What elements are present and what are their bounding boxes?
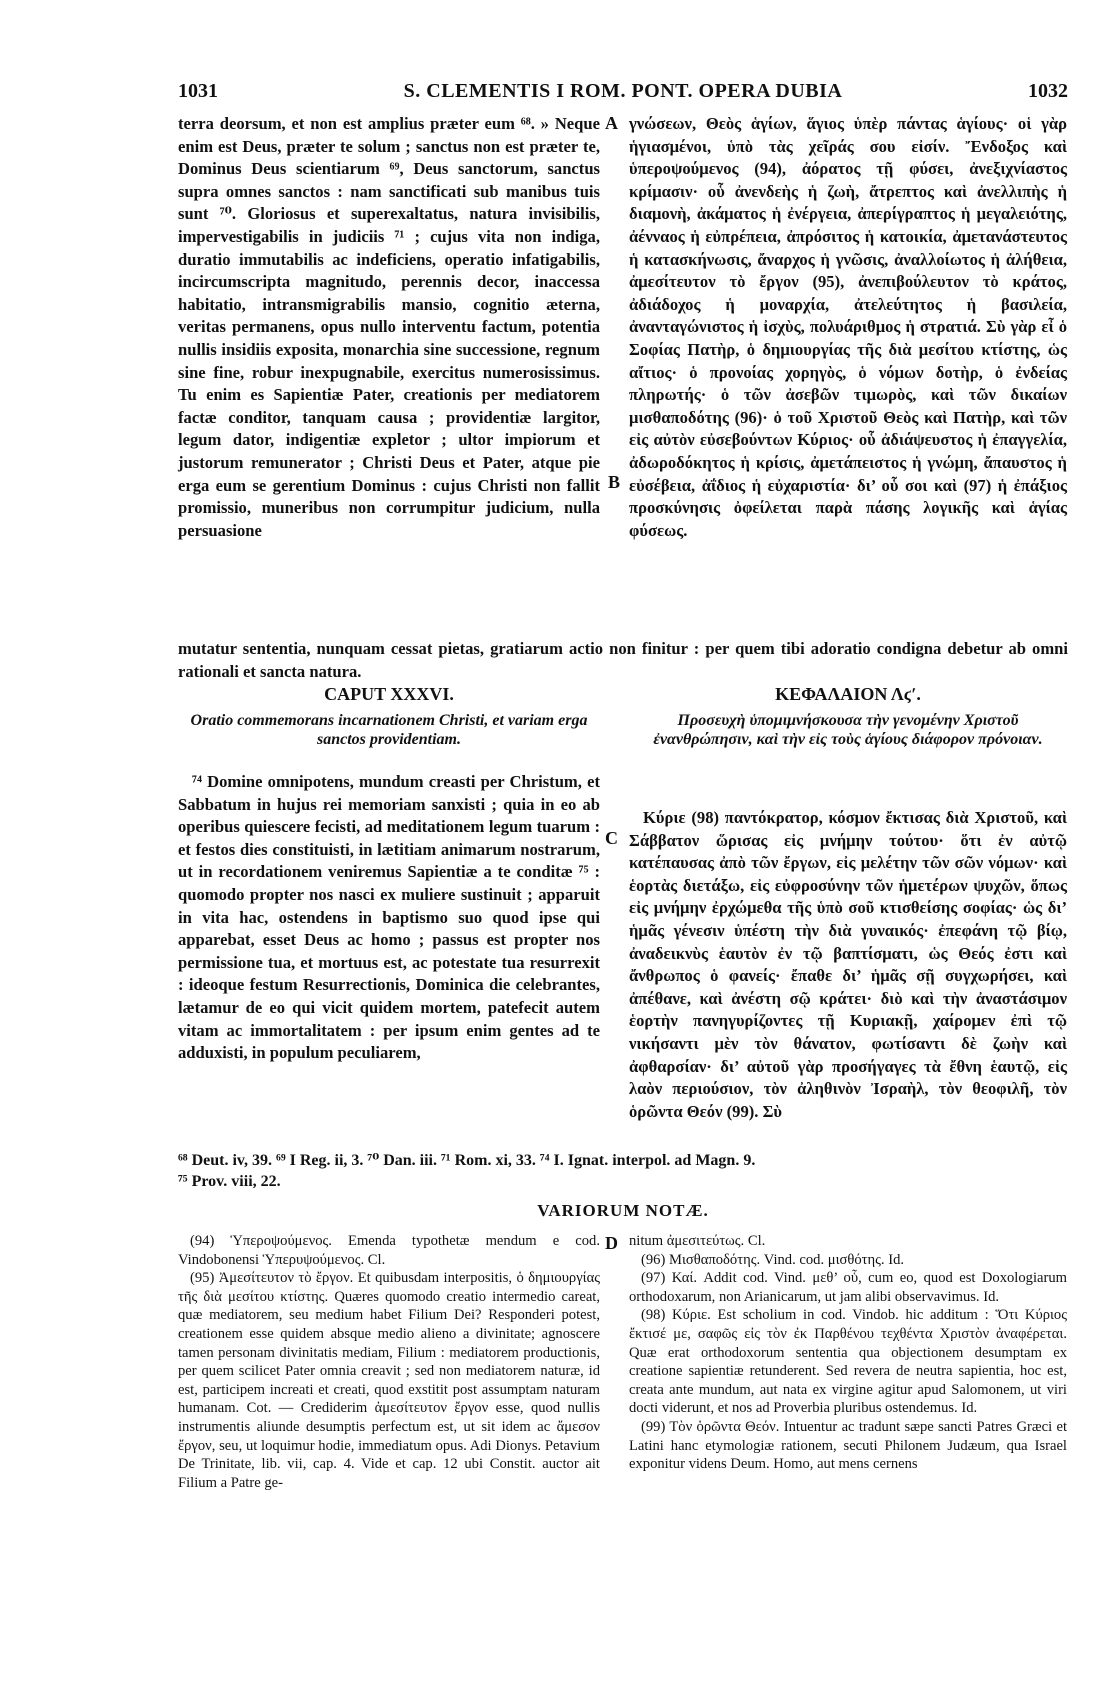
greek-body-text: Κύριε (98) παντόκρατορ, κόσμον ἔκτισας διὰ Χριστοῦ, καὶ Σάββατον ὥρισας εἰς μνήμην τούτου· ὅτι ἐν αὐτῷ κατέπαυσας ἀπὸ τῶν ἔργων, εἰς μελέτην τῶν σῶν νόμων· καὶ ἑορτὰς διετάξω, εἰς εὐφροσύνην τῶν ἡμετέρων ψυχῶν, ὅπως εἰς μνήμην ἐρχώμεθα τῆς ὑπὸ σοῦ κτισθείσης σοφίας· ὡς δι’ ἡμᾶς γένεσιν ὑπέστη τὴν διὰ γυναικός· ἐπεφάνη τῷ βίῳ, ἀναδεικνὺς ἑαυτὸν ἐν τῷ βαπτίσματι, ὡς Θεός ἐστι καὶ ἄνθρωπος ὁ φανείς· ἔπαθε δι’ ἡμᾶς σῇ συγχωρήσει, καὶ ἀπέθανε, καὶ ἀνέστη σῷ κράτει· διὸ καὶ τὴν ἀναστάσιμον ἑορτὴν πανηγυρίζοντες τῇ Κυριακῇ, χαίρομεν ἐπὶ τῷ νικήσαντι μὲν τὸν θάνατον, φωτίσαντι δὲ ζωὴν καὶ ἀφθαρσίαν· δι’ αὐτοῦ γὰρ προσήγαγες τὰ ἔθνη ἑαυτῷ, εἰς λαὸν περιούσιον, τὸν ἀληθινὸν Ἰσραὴλ, τὸν θεοφιλῆ, τὸν ὁρῶντα Θεόν (99). Σὺ [629,808,1067,1121]
running-title: S. CLEMENTIS I ROM. PONT. OPERA DUBIA [403,80,843,102]
margin-letter-a: A [605,113,618,133]
footnote-line: ⁶⁸ Deut. iv, 39. ⁶⁹ I Reg. ii, 3. ⁷⁰ Dan. iii. ⁷¹ Rom. xi, 33. ⁷⁴ I. Ignat. interpol. ad Magn. 9. [178,1152,756,1169]
page-number-left: 1031 [178,80,218,102]
caput-title: CAPUT XXXVI. [324,684,454,704]
greek-prayer-text: γνώσεων, Θεὸς ἁγίων, ἅγιος ὑπὲρ πάντας ἁγίους· οἱ γὰρ ἡγιασμένοι, ὑπὸ τὰς χεῖράς σου εἰσίν. Ἔνδοξος καὶ ὑπεροψούμενος (94), ἀόρατος τῇ φύσει, ἀνεξιχνίαστος κρίμασιν· οὗ ἀνενδεὴς ἡ ζωὴ, ἄτρεπτος καὶ ἀνελλιπὴς ἡ διαμονὴ, ἀκάματος ἡ ἐνέργεια, ἀπερίγραπτος ἡ μεγαλειότης, ἀένναος ἡ εὐπρέπεια, ἀπρόσιτος ἡ κατοικία, ἀμετανάστευτος ἡ κατασκήνωσις, ἄναρχος ἡ γνῶσις, ἀναλλοίωτος ἡ ἀλήθεια, ἀμεσίτευτον τὸ ἔργον (95), ἀνεπιβούλευτον τὸ κράτος, ἀδιάδοχος ἡ μοναρχία, ἀτελεύτητος ἡ βασιλεία, ἀνανταγώνιστος ἡ ἰσχὺς, πολυάριθμος ἡ στρατιά. Σὺ γὰρ εἶ ὁ Σοφίας Πατὴρ, ὁ δημιουργίας τῆς διὰ μεσίτου κτίστης, ὡς αἴτιος· ὁ προνοίας χορηγὸς, ὁ νόμων δοτὴρ, ὁ ἐνδείας πληρωτής· ὁ τῶν ἀσεβῶν τιμωρὸς, καὶ τῶν δικαίων μισθαποδότης (96)· ὁ τοῦ Χριστοῦ Θεὸς καὶ Πατὴρ, καὶ τῶν εἰς αὐτὸν εὐσεβούντων Κύριος· οὗ ἀδιάψευστος ἡ ἐπαγγελία, ἀδωροδόκητος ἡ κρίσις, ἀμετάπειστος ἡ γνώμη, ἄπαυστος ἡ εὐσέβεια, ἀΐδιος ἡ εὐχαριστία· δι’ οὗ σοι καὶ (97) ἡ ἐπάξιος προσκύνησις ὀφείλεται παρὰ πάσης λογικῆς καὶ ἁγίας φύσεως. [629,114,1067,540]
footnote-line: ⁷⁵ Prov. viii, 22. [178,1173,281,1190]
kephalaion-subtitle: Προσευχὴ ὑπομιμνήσκουσα τὴν γενομένην Χριστοῦ ἐνανθρώπησιν, καὶ τὴν εἰς τοὺς ἁγίους διάφορον πρόνοιαν. [653,712,1043,748]
note-entry: (97) Καί. Addit cod. Vind. μεθ’ οὗ, cum eo, quod est Doxologiarum orthodoxarum, non Arianicarum, ut jam alibi observavimus. Id. [629,1270,1067,1305]
greek-column-body [629,807,1067,1123]
caput-greek-heading [629,684,1067,749]
kephalaion-title: ΚΕΦΑΛΑΙΟΝ Λϛʹ. [775,684,921,704]
margin-letter-d: D [605,1233,618,1253]
note-entry: (98) Κύριε. Est scholium in cod. Vindob. hic additum : Ὅτι Κύριος ἔκτισέ με, σαφῶς εἰς τὸν ἐκ Παρθένου τεχθέντα Χριστὸν ἀναφέρεται. Quæ erat orthodoxorum sententia qua objectionem desumptam ex creatione sapientiæ retunderent. Sed revera de neutra sapientia, hoc est, creata ante mundum, aut nata ex virgine agitur apud Salomonem, ut viri docti viderunt, et nos ad Proverbia pluribus ostendemus. Id. [629,1307,1067,1417]
notes-heading: VARIORUM NOTÆ. [537,1201,709,1220]
greek-column-top [629,113,1067,542]
running-header [178,80,1068,106]
notes-column-left [178,1232,600,1492]
latin-column-body [178,771,600,1065]
latin-full-width-text: mutatur sententia, nunquam cessat pietas, gratiarum actio non finitur : per quem tibi adoratio condigna debetur ab omni rationali et sancta natura. [178,639,1068,681]
latin-column-top [178,113,600,542]
margin-letter-b: B [608,472,621,492]
latin-prayer-text: terra deorsum, et non est amplius præter eum ⁶⁸. » Neque enim est Deus, præter te solum ; sanctus non est præter te, Dominus Deus scientiarum ⁶⁹, Deus sanctorum, sanctus supra omnes sanctos : nam sanctificati sub manibus tuis sunt ⁷⁰. Gloriosus et superexaltatus, natura invisibilis, impervestigabilis in judiciis ⁷¹ ; cujus vita non indiga, duratio immutabilis ac indeficiens, operatio infatigabilis, incircumscripta magnitudo, perennis decor, inaccessa habitatio, intransmigrabilis mansio, cognitio æterna, veritas permanens, opus nullo interventu factum, potentia nullis insidiis exposita, monarchia sine successione, regnum sine fine, robur inexpugnabile, exercitus numerosissimus. Tu enim es Sapientiæ Pater, creationis per mediatorem factæ conditor, tanquam causa ; providentiæ largitor, legum dator, indigentiæ expletor ; ultor impiorum et justorum remunerator ; Christi Deus et Pater, atque pie erga eum se gerentium Dominus : cujus Christi non fallit promissio, muneribus non corrumpitur judicium, nulla persuasione [178,114,600,540]
note-entry: (96) Μισθαποδότης. Vind. cod. μισθότης. Id. [641,1251,905,1268]
note-entry: (95) Ἀμεσίτευτον τὸ ἔργον. Et quibusdam interpositis, ὁ δημιουργίας τῆς διὰ μεσίτου κτίστης. Quæres quomodo creatio intermedio careat, quæ mediatorem, seu medium habet Filium Dei? Responderi potest, creationem esse quidem absque medio alieno a divinitate; agnoscere tamen personam divinitatis mediam, Filium : mediatorem productionis, per quem scilicet Pater omnia creavit ; sed non mediatorem naturæ, id est, participem increati et creati, quod exstitit post assumptam naturam humanam. Cot. — Crediderim ἀμεσίτευτον ἔργον esse, quod nullis instrumentis aliunde desumptis perfectum est, ut sit idem ac ἄμεσον ἔργον, seu, ut loquimur hodie, immediatum opus. Adi Dionys. Petavium De Trinitate, lib. vii, cap. 4. Vide et cap. 12 ubi Constit. auctor ait Filium a Patre ge- [178,1270,600,1491]
note-entry: (94) Ὑπεροψούμενος. Emenda typothetæ mendum e cod. Vindobonensi Ὑπερυψούμενος. Cl. [178,1233,600,1268]
margin-letter-c: C [605,828,618,848]
page-number-right: 1032 [1028,80,1068,102]
caput-latin-heading [178,684,600,749]
caput-subtitle: Oratio commemorans incarnationem Christi, et variam erga sanctos providentiam. [190,712,588,748]
scripture-footnotes [178,1150,1068,1192]
note-entry: nitum ἀμεσιτεύτως. Cl. [629,1233,766,1249]
latin-body-text: ⁷⁴ Domine omnipotens, mundum creasti per Christum, et Sabbatum in hujus rei memoriam sanxisti ; quia in eo ab operibus quiescere fecisti, ad meditationem legum tuarum : et festos dies constituisti, in lætitiam animarum nostrarum, ut in recordationem veniremus Sapientiæ a te conditæ ⁷⁵ : quomodo propter nos nasci ex muliere sustinuit ; apparuit in vita hac, ostendens in baptismo suo quod ipse qui apparebat, esset Deus ac homo ; passus est propter nos permissione tua, et mortuus est, ac potestate tua resurrexit : ideoque festum Resurrectionis, Dominica die celebrantes, lætamur de eo qui vicit quidem mortem, patefecit autem vitam ac immortalitatem : per ipsum enim gentes ad te adduxisti, in populum peculiarem, [178,772,600,1063]
note-entry: (99) Τὸν ὁρῶντα Θεόν. Intuentur ac tradunt sæpe sancti Patres Græci et Latini hanc etymologiæ rationem, secuti Philonem Judæum, qua Israel exponitur videns Deum. Homo, aut mens cernens [629,1418,1067,1473]
notes-column-right [629,1232,1067,1474]
